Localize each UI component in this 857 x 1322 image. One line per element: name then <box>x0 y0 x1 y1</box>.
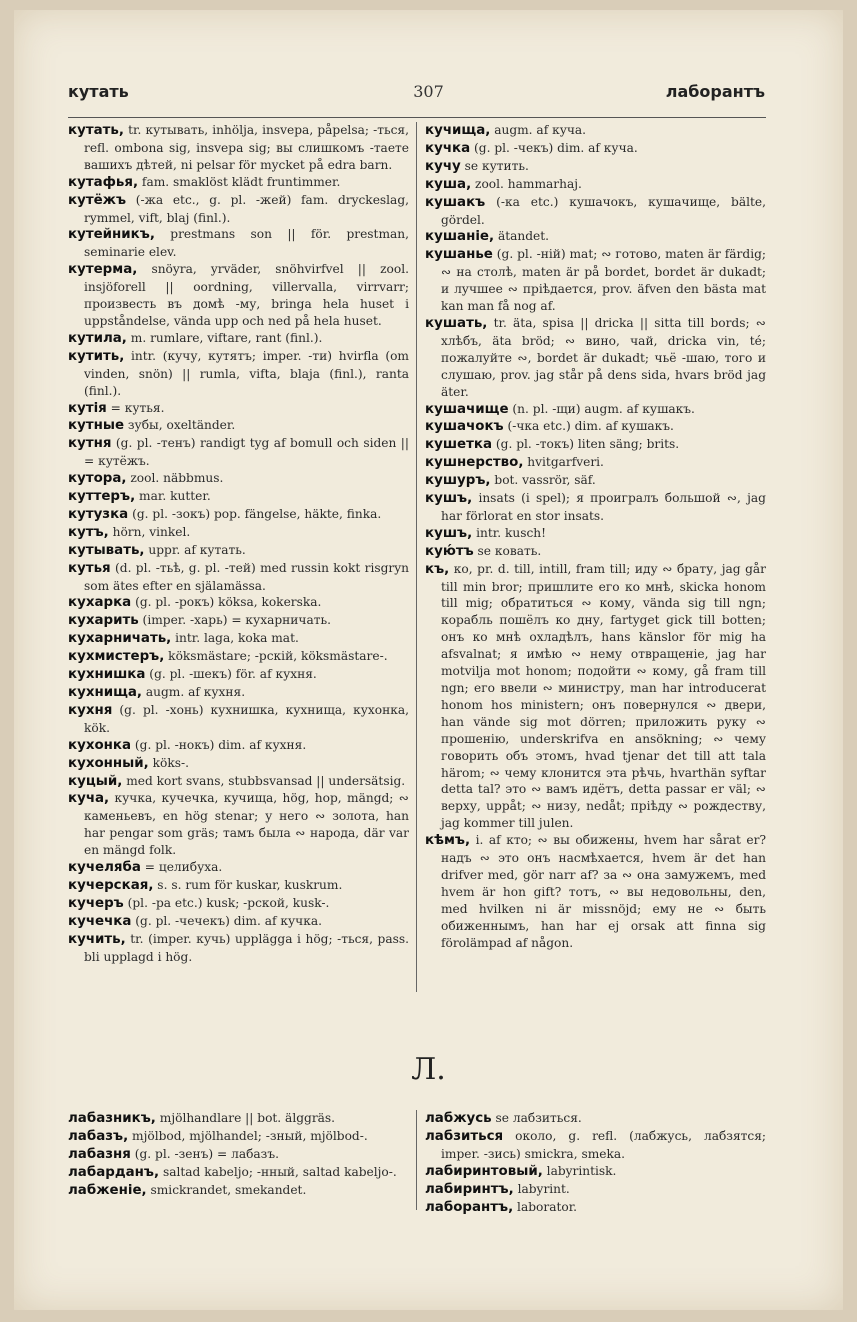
entry-definition: около, g. refl. (лабжусь, лабзятся; imper. -зись) smickra, smeka. <box>441 1128 766 1161</box>
entry-headword: кутила, <box>68 330 127 346</box>
entry-definition: zool. näbbmus. <box>126 471 224 486</box>
entry-definition: (g. pl. -хонь) кухнишка, кухнища, кухонка, kök. <box>84 702 409 735</box>
entry-definition: med kort svans, stubbsvansad || undersätsig. <box>122 773 406 788</box>
dictionary-entry <box>68 859 409 877</box>
entry-definition: (pl. -ра etc.) kusk; -рской, kusk-. <box>123 895 330 910</box>
dictionary-entry <box>425 1199 766 1217</box>
dictionary-entry <box>425 401 766 419</box>
dictionary-entry <box>68 261 409 330</box>
dictionary-entry <box>68 931 409 966</box>
entry-headword: къ, <box>425 561 450 577</box>
entry-definition: ко, pr. d. till, intill, fram till; иду ∾ брату, jag går till min bror; пришлите его ко мнѣ, skicka honom till mig; обратиться ∾ кому, vända sig till ngn; корабль пошёлъ ко дну, fartyget gick till botten; онъ ко мнѣ охладѣлъ, hans känslor för mig ha afsvalnat; я имѣю ∾ нему отвращеніе, jag har motvilja mot honom; подойти ∾ кому, gå fram till ngn; его ввели ∾ министру, man har introducerat honom hos ministern; онъ повернулся ∾ двери, han vände sig mot dörren; приложить руку ∾ прошенію, underskrifva en ansökning; ∾ чему говорить объ этомъ, hvad tjenar det till att tala härom; ∾ чему клонится эта рѣчь, hvarthän syftar detta tal? это ∾ вамъ идётъ, detta passar er väl; ∾ верху, uppåt; ∾ низу, nedåt; прiѣду ∾ рождеству, jag kommer till julen. <box>441 561 766 831</box>
dictionary-entry <box>68 1128 409 1146</box>
entry-headword: кухнишка <box>68 667 146 683</box>
entry-headword: кучка <box>425 140 471 156</box>
header-rule <box>68 117 766 118</box>
entry-definition: snöyra, yrväder, snöhvirfvel || zool. insjöforell || oordning, villervalla, virrvarr; произвесть въ домѣ -му, bringa hela huset i uppståndelse, vända upp och ned på hela huset. <box>84 262 409 328</box>
bottom-left-column <box>68 1110 409 1200</box>
entry-headword: кухня <box>68 702 113 718</box>
entry-definition: insats (i spel); я проигралъ большой ∾, jag har förlorat en stor insats. <box>441 491 766 523</box>
dictionary-entry <box>68 226 409 261</box>
entry-definition: (g. pl. -шекъ) för. af кухня. <box>145 667 317 682</box>
dictionary-entry <box>68 348 409 400</box>
dictionary-entry <box>68 702 409 737</box>
dictionary-entry <box>68 913 409 931</box>
dictionary-entry <box>425 194 766 229</box>
entry-headword: кутня <box>68 436 112 452</box>
dictionary-entry <box>68 895 409 913</box>
entry-definition: labyrintisk. <box>542 1163 617 1178</box>
entry-definition: зубы, oxeltänder. <box>124 418 236 433</box>
entry-headword: лабазъ, <box>68 1128 129 1144</box>
bottom-right-column <box>425 1110 766 1216</box>
entry-headword: кутейникъ, <box>68 227 155 243</box>
entry-headword: кутора, <box>68 471 127 487</box>
dictionary-entry <box>425 490 766 525</box>
dictionary-entry <box>425 176 766 194</box>
entry-headword: лабазникъ, <box>68 1111 156 1126</box>
dictionary-entry <box>425 228 766 246</box>
entry-headword: кучить, <box>68 931 126 947</box>
entry-headword: лабиринтъ, <box>425 1181 514 1197</box>
dictionary-entry <box>425 454 766 472</box>
column-divider <box>416 122 417 992</box>
entry-definition: mjölbod, mjölhandel; -зный, mjölbod-. <box>128 1128 368 1143</box>
entry-definition: = целибуха. <box>140 860 223 875</box>
entry-definition: se ковать. <box>473 543 542 558</box>
dictionary-entry <box>425 1128 766 1163</box>
entry-headword: кушачище <box>425 401 509 417</box>
dictionary-entry <box>68 470 409 488</box>
entry-headword: кутить, <box>68 348 125 364</box>
entry-headword: лабженіе, <box>68 1182 147 1198</box>
dictionary-entry <box>68 192 409 227</box>
entry-headword: кухарка <box>68 595 132 611</box>
dictionary-entry <box>425 1110 766 1128</box>
header-left-headword: кутать <box>68 82 129 101</box>
dictionary-entry <box>68 630 409 648</box>
entry-definition: m. rumlare, viftare, rant (finl.). <box>126 330 323 345</box>
header-right-headword: лаборантъ <box>665 82 765 101</box>
entry-definition: hvitgarfveri. <box>523 455 604 470</box>
entry-definition: (-чка etc.) dim. af кушакъ. <box>503 419 674 434</box>
entry-definition: intr. laga, koka mat. <box>171 631 299 646</box>
dictionary-entry <box>425 140 766 158</box>
entry-headword: кухарить <box>68 613 139 629</box>
entry-headword: кушать, <box>425 315 488 331</box>
entry-definition: (g. pl. -токъ) liten säng; brits. <box>492 437 680 452</box>
entry-definition: se лабзиться. <box>491 1111 582 1125</box>
entry-headword: кучеръ <box>68 895 124 911</box>
entry-headword: кѣмъ, <box>425 833 471 849</box>
dictionary-entry <box>425 122 766 140</box>
dictionary-entry <box>68 560 409 595</box>
dictionary-entry <box>425 543 766 561</box>
dictionary-entry <box>68 1164 409 1182</box>
entry-headword: кутія <box>68 400 107 416</box>
entry-headword: кутывать, <box>68 542 145 558</box>
entry-headword: кухнища, <box>68 685 143 700</box>
dictionary-entry <box>425 832 766 951</box>
dictionary-entry <box>68 737 409 755</box>
entry-headword: кухонка <box>68 737 132 753</box>
dictionary-entry <box>68 1182 409 1200</box>
entry-definition: köks-. <box>148 755 189 770</box>
entry-headword: кутья <box>68 560 111 576</box>
entry-definition: (g. pl. -тенъ) randigt tyg af bomull och siden || = кутёжъ. <box>84 436 409 469</box>
entry-definition: augm. af куча. <box>490 123 587 137</box>
dictionary-entry <box>68 506 409 524</box>
entry-headword: кушачокъ <box>425 419 504 435</box>
entry-definition: tr. (imper. кучь) upplägga i hög; -ться, pass. bli upplagd i hög. <box>84 931 409 964</box>
entry-headword: кушуръ, <box>425 473 491 489</box>
entry-definition: (g. pl. -чекъ) dim. af куча. <box>470 140 638 155</box>
entry-headword: кухарничать, <box>68 631 172 647</box>
dictionary-entry <box>68 790 409 859</box>
entry-definition: (-жа etc., g. pl. -жей) fam. dryckeslag, rymmel, vift, blaj (finl.). <box>84 192 409 225</box>
dictionary-entry <box>68 684 409 702</box>
entry-headword: куттеръ, <box>68 489 136 505</box>
entry-definition: tr. äta, spisa || dricka || sitta till bords; ∾ хлѣбъ, äta bröd; ∾ вино, чай, dricka vin, té; пожалуйте ∾, bordet är dukadt; чьё -шаю, того и слушаю, prov. jag står på dens sida, hvars bröd jag äter. <box>441 315 766 399</box>
entry-definition: saltad kabeljo; -нный, saltad kabeljo-. <box>159 1164 397 1179</box>
dictionary-entry <box>68 542 409 560</box>
entry-headword: кутерма, <box>68 262 138 278</box>
dictionary-entry <box>425 158 766 176</box>
entry-headword: лабарданъ, <box>68 1164 160 1180</box>
entry-definition: (-ка etc.) кушачокъ, кушачище, bälte, gördel. <box>441 194 766 227</box>
entry-definition: uppr. af кутать. <box>144 542 246 557</box>
entry-headword: кушанье <box>425 247 493 263</box>
entry-definition: prestmans son || för. prestman, seminarie elev. <box>84 227 409 260</box>
entry-definition: (g. pl. -зенъ) = лабазъ. <box>130 1146 279 1161</box>
entry-headword: лабазня <box>68 1146 131 1162</box>
entry-headword: лаборантъ, <box>425 1199 514 1215</box>
entry-definition: tr. кутывать, inhölja, insvepa, påpelsa; -ться, refl. ombona sig, insvepa sig; вы слишкомъ -таете вашихъ дѣтей, ni pelsar för mycket på edra barn. <box>84 123 409 172</box>
dictionary-entry <box>68 122 409 174</box>
dictionary-entry <box>68 877 409 895</box>
entry-headword: кучу <box>425 158 461 174</box>
entry-definition: mar. kutter. <box>135 489 211 504</box>
entry-definition: se кутить. <box>460 158 529 173</box>
entry-headword: кутъ, <box>68 524 109 540</box>
dictionary-entry <box>68 1110 409 1128</box>
dictionary-entry <box>425 561 766 833</box>
dictionary-entry <box>68 1146 409 1164</box>
entry-headword: кушакъ <box>425 194 486 210</box>
dictionary-entry <box>68 417 409 435</box>
entry-headword: лабиринтовый, <box>425 1163 543 1179</box>
dictionary-entry <box>68 594 409 612</box>
entry-definition: smickrandet, smekandet. <box>146 1182 307 1197</box>
dictionary-entry <box>68 435 409 470</box>
entry-headword: кушаніе, <box>425 229 495 245</box>
entry-headword: куша, <box>425 176 472 192</box>
entry-definition: (g. pl. -рокъ) köksa, kokerska. <box>131 595 322 610</box>
dictionary-entry <box>425 525 766 543</box>
entry-headword: кутать, <box>68 123 124 138</box>
dictionary-entry <box>425 436 766 454</box>
dictionary-entry <box>425 1181 766 1199</box>
entry-definition: (imper. -харь) = кухарничать. <box>138 613 331 628</box>
entry-definition: = кутья. <box>106 400 165 415</box>
entry-headword: кушъ, <box>425 525 473 541</box>
entry-definition: hörn, vinkel. <box>108 524 191 539</box>
entry-definition: (g. pl. -ній) mat; ∾ готово, maten är färdig; ∾ на столѣ, maten är på bordet, bordet är dukadt; и лучшее ∾ прiѣдается, prov. äfven den bästa mat kan man få nog af. <box>441 247 766 314</box>
bottom-column-divider <box>416 1110 417 1210</box>
entry-headword: кутные <box>68 418 125 434</box>
entry-definition: fam. smaklöst klädt fruntimmer. <box>138 174 341 189</box>
dictionary-entry <box>68 755 409 773</box>
dictionary-entry <box>425 315 766 401</box>
entry-headword: лабзиться <box>425 1128 504 1144</box>
entry-definition: (g. pl. -нокъ) dim. af кухня. <box>131 737 307 752</box>
left-column <box>68 122 409 966</box>
entry-definition: s. s. rum för kuskar, kuskrum. <box>153 877 343 892</box>
entry-definition: köksmästare; -рскій, köksmästare-. <box>164 649 388 664</box>
entry-definition: кучка, кучечка, кучища, hög, hop, mängd; ∾ каменьевъ, en hög stenar; у него ∾ золота, han har pengar som gräs; тамъ была ∾ народа, där var en mängd folk. <box>84 791 409 858</box>
dictionary-entry <box>68 773 409 791</box>
dictionary-entry <box>68 330 409 348</box>
entry-definition: labyrint. <box>513 1181 570 1196</box>
entry-headword: лабжусь <box>425 1111 492 1126</box>
dictionary-entry <box>68 612 409 630</box>
entry-definition: (d. pl. -тьѣ, g. pl. -тей) med russin kokt risgryn som ätes efter en själamässa. <box>84 560 409 593</box>
dictionary-entry <box>425 1163 766 1181</box>
dictionary-entry <box>425 472 766 490</box>
entry-definition: laborator. <box>513 1199 578 1214</box>
dictionary-entry <box>68 666 409 684</box>
entry-definition: intr. (кучу, кутятъ; imper. -ти) hvirfla (om vinden, snön) || rumla, vifta, blaja (finl.), ranta (finl.). <box>84 348 409 398</box>
entry-headword: кутафья, <box>68 174 139 190</box>
dictionary-entry <box>68 400 409 418</box>
entry-headword: кушетка <box>425 437 493 453</box>
dictionary-entry <box>68 488 409 506</box>
entry-headword: кушъ, <box>425 491 473 507</box>
entry-headword: кучечка <box>68 913 132 929</box>
dictionary-entry <box>68 524 409 542</box>
entry-headword: кухмистеръ, <box>68 649 165 665</box>
entry-headword: кушнерство, <box>425 455 524 471</box>
entry-definition: ätandet. <box>494 229 550 244</box>
dictionary-entry <box>425 418 766 436</box>
entry-definition: mjölhandlare || bot. älggräs. <box>155 1111 336 1125</box>
entry-headword: кутёжъ <box>68 192 127 208</box>
entry-headword: кую́тъ <box>425 543 474 559</box>
dictionary-entry <box>68 648 409 666</box>
entry-headword: кучеляба <box>68 860 141 876</box>
right-column <box>425 122 766 952</box>
entry-headword: куцый, <box>68 773 123 789</box>
entry-definition: augm. af кухня. <box>142 685 246 699</box>
entry-headword: кучерская, <box>68 877 154 893</box>
entry-definition: zool. hammarhaj. <box>471 176 582 191</box>
entry-definition: intr. kusch! <box>472 525 547 540</box>
dictionary-entry <box>68 174 409 192</box>
entry-definition: (g. pl. -чечекъ) dim. af кучка. <box>131 913 322 928</box>
section-letter: Л. <box>411 1052 446 1087</box>
entry-definition: (n. pl. -щи) augm. af кушакъ. <box>508 401 695 416</box>
entry-headword: кутузка <box>68 506 129 522</box>
entry-headword: кухонный, <box>68 755 149 771</box>
entry-headword: кучища, <box>425 123 491 138</box>
entry-definition: i. af кто; ∾ вы обижены, hvem har sårat er? надъ ∾ это онъ насмѣхается, hvem är det han drifver med, gör narr af? за ∾ она замужемъ, med hvem är hon gift? тотъ, ∾ вы недовольны, den, med hvilken ni är missnöjd; ему не ∾ быть обиженнымъ, han har ej orsak att finna sig förolämpad af någon. <box>441 833 766 950</box>
entry-definition: bot. vassrör, säf. <box>490 473 596 488</box>
entry-definition: (g. pl. -зокъ) pop. fängelse, häkte, finka. <box>128 506 382 521</box>
entry-headword: куча, <box>68 791 110 807</box>
page-header <box>0 82 857 112</box>
dictionary-entry <box>425 246 766 315</box>
page-number: 307 <box>413 82 444 101</box>
